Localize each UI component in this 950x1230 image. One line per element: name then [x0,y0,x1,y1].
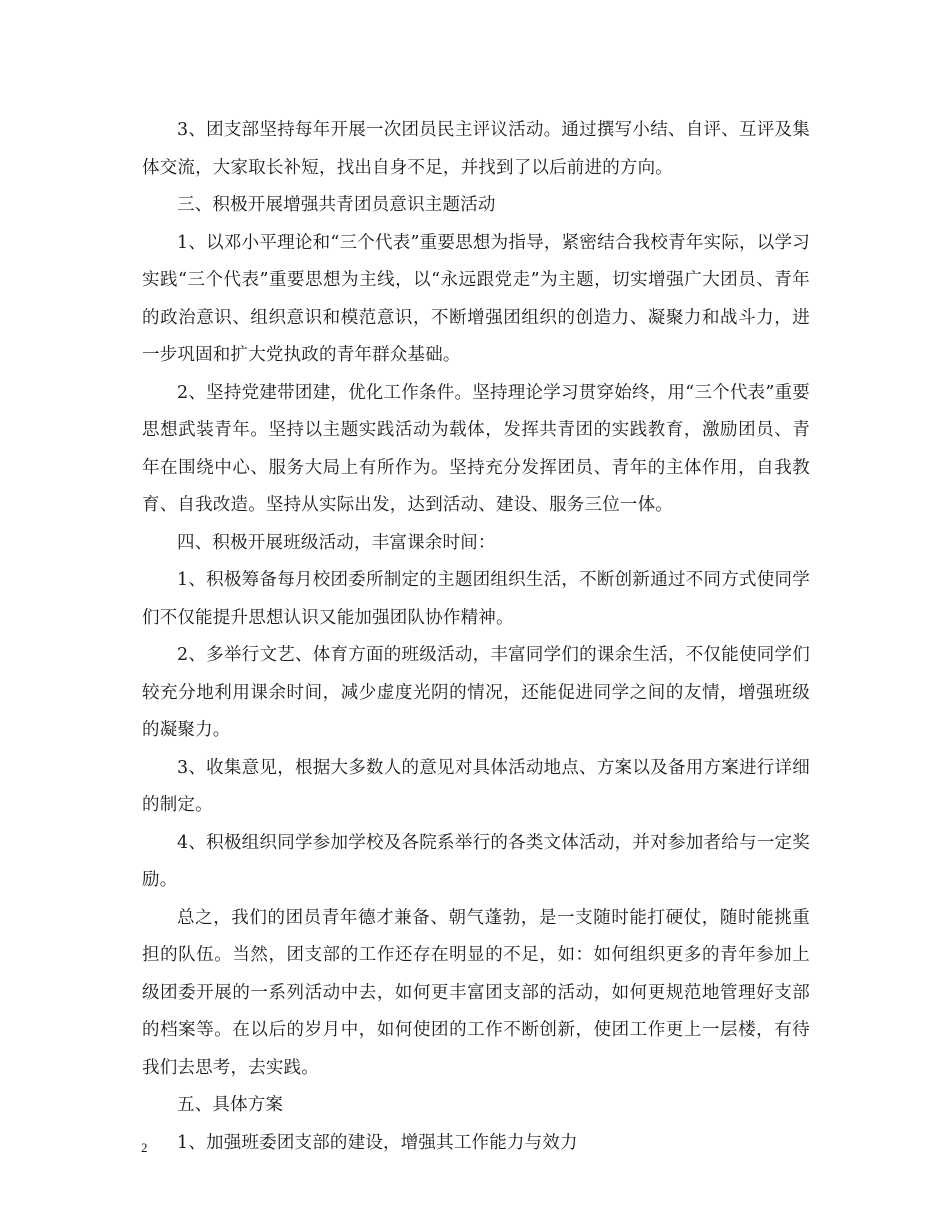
paragraph-theory-guidance: 1、以邓小平理论和“三个代表”重要思想为指导，紧密结合我校青年实际，以学习实践“三个代表”重要思想为主线，以“永远跟党走”为主题，切实增强广大团员、青年的政治意识、组织意识和模范意识，不断增强团组织的创造力、凝聚力和战斗力，进一步巩固和扩大党执政的青年群众基础。 [142,232,810,365]
paragraph-democratic-review: 3、团支部坚持每年开展一次团员民主评议活动。通过撰写小结、自评、互评及集体交流，大家取长补短，找出自身不足，并找到了以后前进的方向。 [142,120,810,178]
section-heading-3: 三、积极开展增强共青团员意识主题活动 [177,195,496,215]
paragraph-collect-opinions: 3、收集意见，根据大多数人的意见对具体活动地点、方案以及备用方案进行详细的制定。 [142,757,810,815]
section-heading-4: 四、积极开展班级活动，丰富课余时间： [177,532,496,553]
document-body [142,112,810,1162]
section-heading-5: 五、具体方案 [177,1095,284,1115]
paragraph-strengthen-committee: 1、加强班委团支部的建设，增强其工作能力与效力 [177,1132,578,1153]
paragraph-party-building: 2、坚持党建带团建，优化工作条件。坚持理论学习贯穿始终，用“三个代表”重要思想武装青年。坚持以主题实践活动为载体，发挥共青团的实践教育，激励团员、青年在围绕中心、服务大局上有所作为。坚持充分发挥团员、青年的主体作用，自我教育、自我改造。坚持从实际出发，达到活动、建设、服务三位一体。 [142,382,810,515]
paragraph-summary: 总之，我们的团员青年德才兼备、朝气蓬勃，是一支随时能打硬仗，随时能挑重担的队伍。当然，团支部的工作还存在明显的不足，如：如何组织更多的青年参加上级团委开展的一系列活动中去，如何更丰富团支部的活动，如何更规范地管理好支部的档案等。在以后的岁月中，如何使团的工作不断创新，使团工作更上一层楼，有待我们去思考，去实践。 [142,907,810,1078]
page-number: 2 [141,1140,148,1155]
paragraph-sports-culture: 4、积极组织同学参加学校及各院系举行的各类文体活动，并对参加者给与一定奖励。 [142,832,810,890]
paragraph-monthly-activities: 1、积极筹备每月校团委所制定的主题团组织生活，不断创新通过不同方式使同学们不仅能提升思想认识又能加强团队协作精神。 [142,570,810,628]
paragraph-class-activities: 2、多举行文艺、体育方面的班级活动，丰富同学们的课余生活，不仅能使同学们较充分地利用课余时间，减少虚度光阴的情况，还能促进同学之间的友情，增强班级的凝聚力。 [142,645,810,740]
